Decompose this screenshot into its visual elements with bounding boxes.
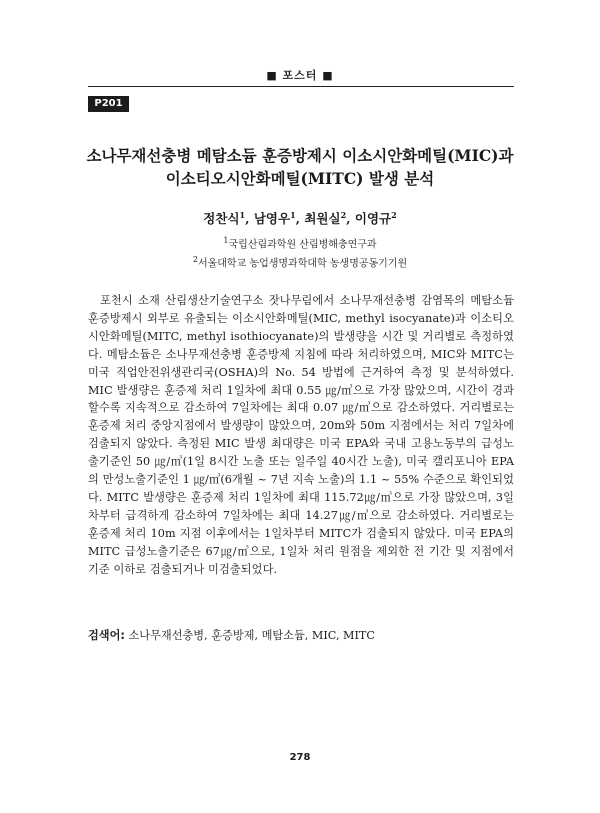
keywords-label: 검색어: — [88, 629, 125, 642]
author-affiliation-mark: 1 — [239, 209, 246, 220]
abstract-text: 포천시 소재 산림생산기술연구소 잣나무림에서 소나무재선충병 감염목의 메탐소듐 훈증방제시 외부로 유출되는 이소시안화메틸(MIC, methyl isocyanate)과 이소티오시안화메틸(MITC, methyl isothiocyanate)의 발생량을 시간 및 거리별로 측정하였다. 메탐소듐은 소나무재선충병 훈증방제 지침에 따라 처리하였으며, MIC와 MITC는 미국 직업안전위생관리국(OSHA)의 No. 54 방법에 근거하여 측정 및 분석하였다. MIC 발생량은 훈증제 처리 1일차에 최대 0.55 ㎍/㎥으로 가장 많았으며, 시간이 경과할수록 지속적으로 감소하여 7일차에는 최대 0.07 ㎍/㎥으로 감소하였다. 거리별로는 훈증제 처리 중앙지점에서 발생량이 많았으며, 20m와 50m 지점에서는 처리 7일차에 검출되지 않았다. 측정된 MIC 발생 최대량은 미국 EPA와 국내 고용노동부의 급성노출기준인 50 ㎍/㎥(1일 8시간 노출 또는 일주일 40시간 노출), 미국 캘리포니아 EPA의 만성노출기준인 1 ㎍/㎥(6개월 ~ 7년 지속 노출)의 1.1 ~ 55% 수준으로 확인되었다. MITC 발생량은 훈증제 처리 1일차에 최대 115.72㎍/㎥으로 가장 많았으며, 3일차부터 급격하게 감소하여 7일차에는 최대 14.27㎍/㎥으로 감소하였다. 거리별로는 훈증제 처리 10m 지점 이후에서는 1일차부터 MITC가 검출되지 않았다. 미국 EPA의 MITC 급성노출기준은 67㎍/㎥으로, 1일차 처리 원점을 제외한 전 기간 및 지점에서 기준 이하로 검출되거나 미검출되었다. — [88, 294, 514, 576]
affiliation-text: 국립산림과학원 산림병해충연구과 — [228, 239, 377, 251]
page-number: 278 — [289, 752, 311, 763]
affiliation-text: 서울대학교 농업생명과학대학 농생명공동기기원 — [197, 258, 408, 270]
affiliation-mark: 1 — [223, 236, 229, 245]
author-affiliation-mark: 2 — [340, 209, 347, 220]
author-name: 남영우 — [253, 211, 291, 226]
author-affiliation-mark: 1 — [290, 209, 296, 220]
affiliation-list — [0, 233, 600, 272]
title-line-2: 이소티오시안화메틸(MITC) 발생 분석 — [165, 169, 435, 188]
poster-id-badge: P201 — [88, 96, 129, 112]
affiliation-mark: 2 — [192, 255, 198, 265]
author-name: 이영규 — [354, 211, 392, 226]
author-affiliation-mark: 2 — [391, 209, 397, 220]
header-divider — [88, 86, 514, 87]
author-list: 정찬식$^1$, 남영우$^1$, 최원실$^2$, 이영규$^2$ — [203, 209, 397, 226]
keywords-text: 소나무재선충병, 훈증방제, 메탐소듐, MIC, MITC — [128, 629, 375, 642]
keywords — [88, 627, 514, 644]
affiliation-item — [0, 233, 600, 252]
affiliation-item — [0, 252, 600, 271]
author-name: 정찬식 — [203, 211, 240, 226]
paper-title — [60, 144, 540, 190]
title-line-1: 소나무재선충병 메탐소듐 훈증방제시 이소시안화메틸(MIC)과 — [86, 146, 514, 165]
section-label: ■ 포스터 ■ — [266, 69, 334, 82]
author-name: 최원실 — [304, 211, 341, 226]
